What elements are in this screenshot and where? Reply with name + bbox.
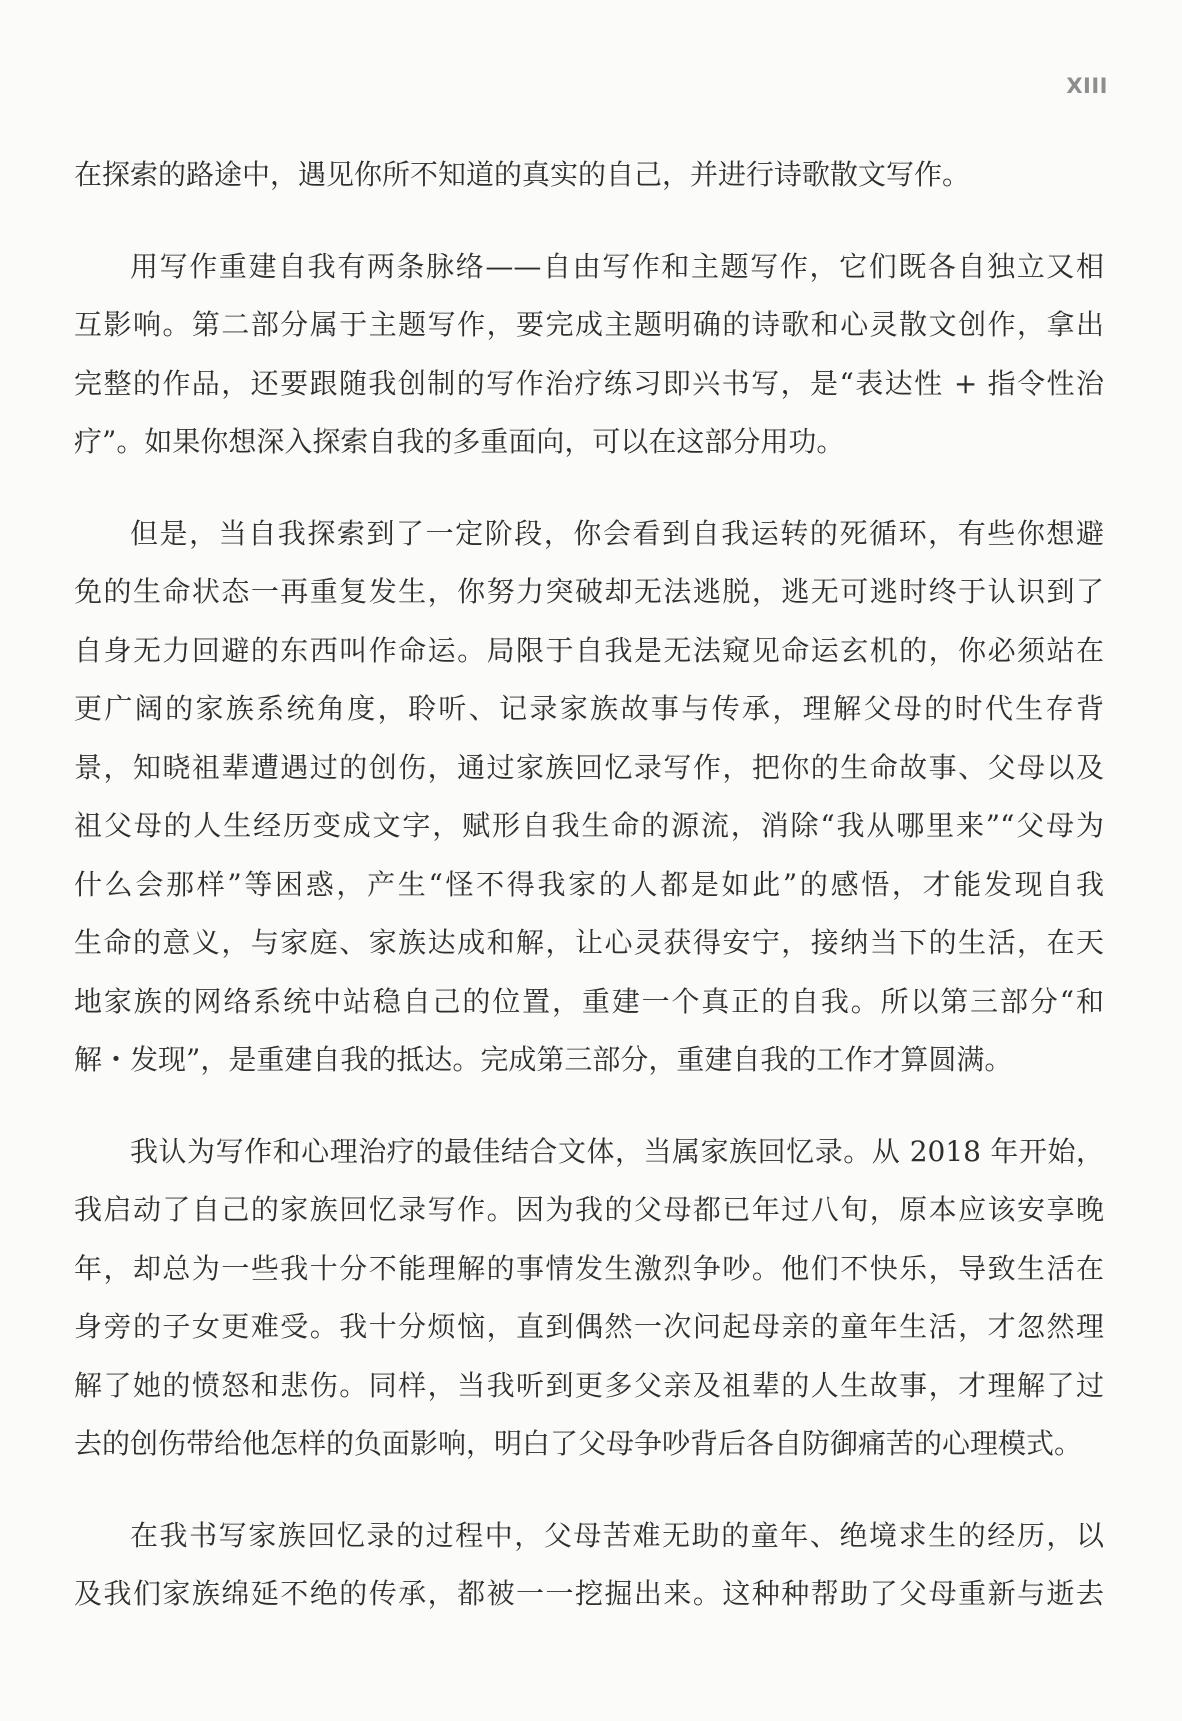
text-line: 完整的作品，还要跟随我创制的写作治疗练习即兴书写，是“表达性 + 指令性治 [74,366,1104,400]
text-line: 免的生命状态一再重复发生，你努力突破却无法逃脱，逃无可逃时终于认识到了 [74,575,1104,608]
text-line: 更广阔的家族系统角度，聆听、记录家族故事与传承，理解父母的时代生存背 [74,692,1104,725]
text-line: 自身无力回避的东西叫作命运。局限于自我是无法窥见命运玄机的，你必须站在 [74,633,1104,667]
text-line: 互影响。第二部分属于主题写作，要完成主题明确的诗歌和心灵散文创作，拿出 [74,308,1104,341]
text-line: 地家族的网络系统中站稳自己的位置，重建一个真正的自我。所以第三部分“和 [74,984,1104,1018]
text-line: 疗”。如果你想深入探索自我的多重面向，可以在这部分用功。 [74,425,845,458]
text-line: 解・发现”，是重建自我的抵达。完成第三部分，重建自我的工作才算圆满。 [74,1043,1013,1076]
text-line: 去的创伤带给他怎样的负面影响，明白了父母争吵背后各自防御痛苦的心理模式。 [74,1427,1083,1460]
text-line: 及我们家族绵延不绝的传承，都被一一挖掘出来。这种种帮助了父母重新与逝去 [74,1577,1104,1610]
text-line: 景，知晓祖辈遭遇过的创伤，通过家族回忆录写作，把你的生命故事、父母以及 [74,750,1104,784]
body-text [74,146,1104,1624]
paragraph-2 [74,238,1104,472]
text-line: 生命的意义，与家庭、家族达成和解，让心灵获得安宁，接纳当下的生活，在天 [74,926,1104,959]
text-line: 我认为写作和心理治疗的最佳结合文体，当属家族回忆录。从 2018 年开始， [130,1134,1104,1168]
paragraph-3 [74,505,1104,1090]
text-line: 但是，当自我探索到了一定阶段，你会看到自我运转的死循环，有些你想避 [130,516,1104,550]
page-number: XIII [1066,74,1108,98]
text-line: 年，却总为一些我十分不能理解的事情发生激烈争吵。他们不快乐，导致生活在 [74,1251,1104,1285]
text-line: 在探索的路途中，遇见你所不知道的真实的自己，并进行诗歌散文写作。 [74,158,971,191]
text-line: 用写作重建自我有两条脉络——自由写作和主题写作，它们既各自独立又相 [130,249,1104,283]
text-line: 祖父母的人生经历变成文字，赋形自我生命的源流，消除“我从哪里来”“父母为 [74,809,1104,842]
paragraph-4 [74,1123,1104,1474]
paragraph-1 [74,146,1104,205]
paragraph-5 [74,1507,1104,1624]
text-line: 什么会那样”等困惑，产生“怪不得我家的人都是如此”的感悟，才能发现自我 [74,867,1104,901]
text-line: 我启动了自己的家族回忆录写作。因为我的父母都已年过八旬，原本应该安享晚 [74,1193,1104,1226]
text-line: 身旁的子女更难受。我十分烦恼，直到偶然一次问起母亲的童年生活，才忽然理 [74,1310,1104,1343]
text-line: 解了她的愤怒和悲伤。同样，当我听到更多父亲及祖辈的人生故事，才理解了过 [74,1368,1104,1402]
text-line: 在我书写家族回忆录的过程中，父母苦难无助的童年、绝境求生的经历，以 [130,1518,1104,1552]
